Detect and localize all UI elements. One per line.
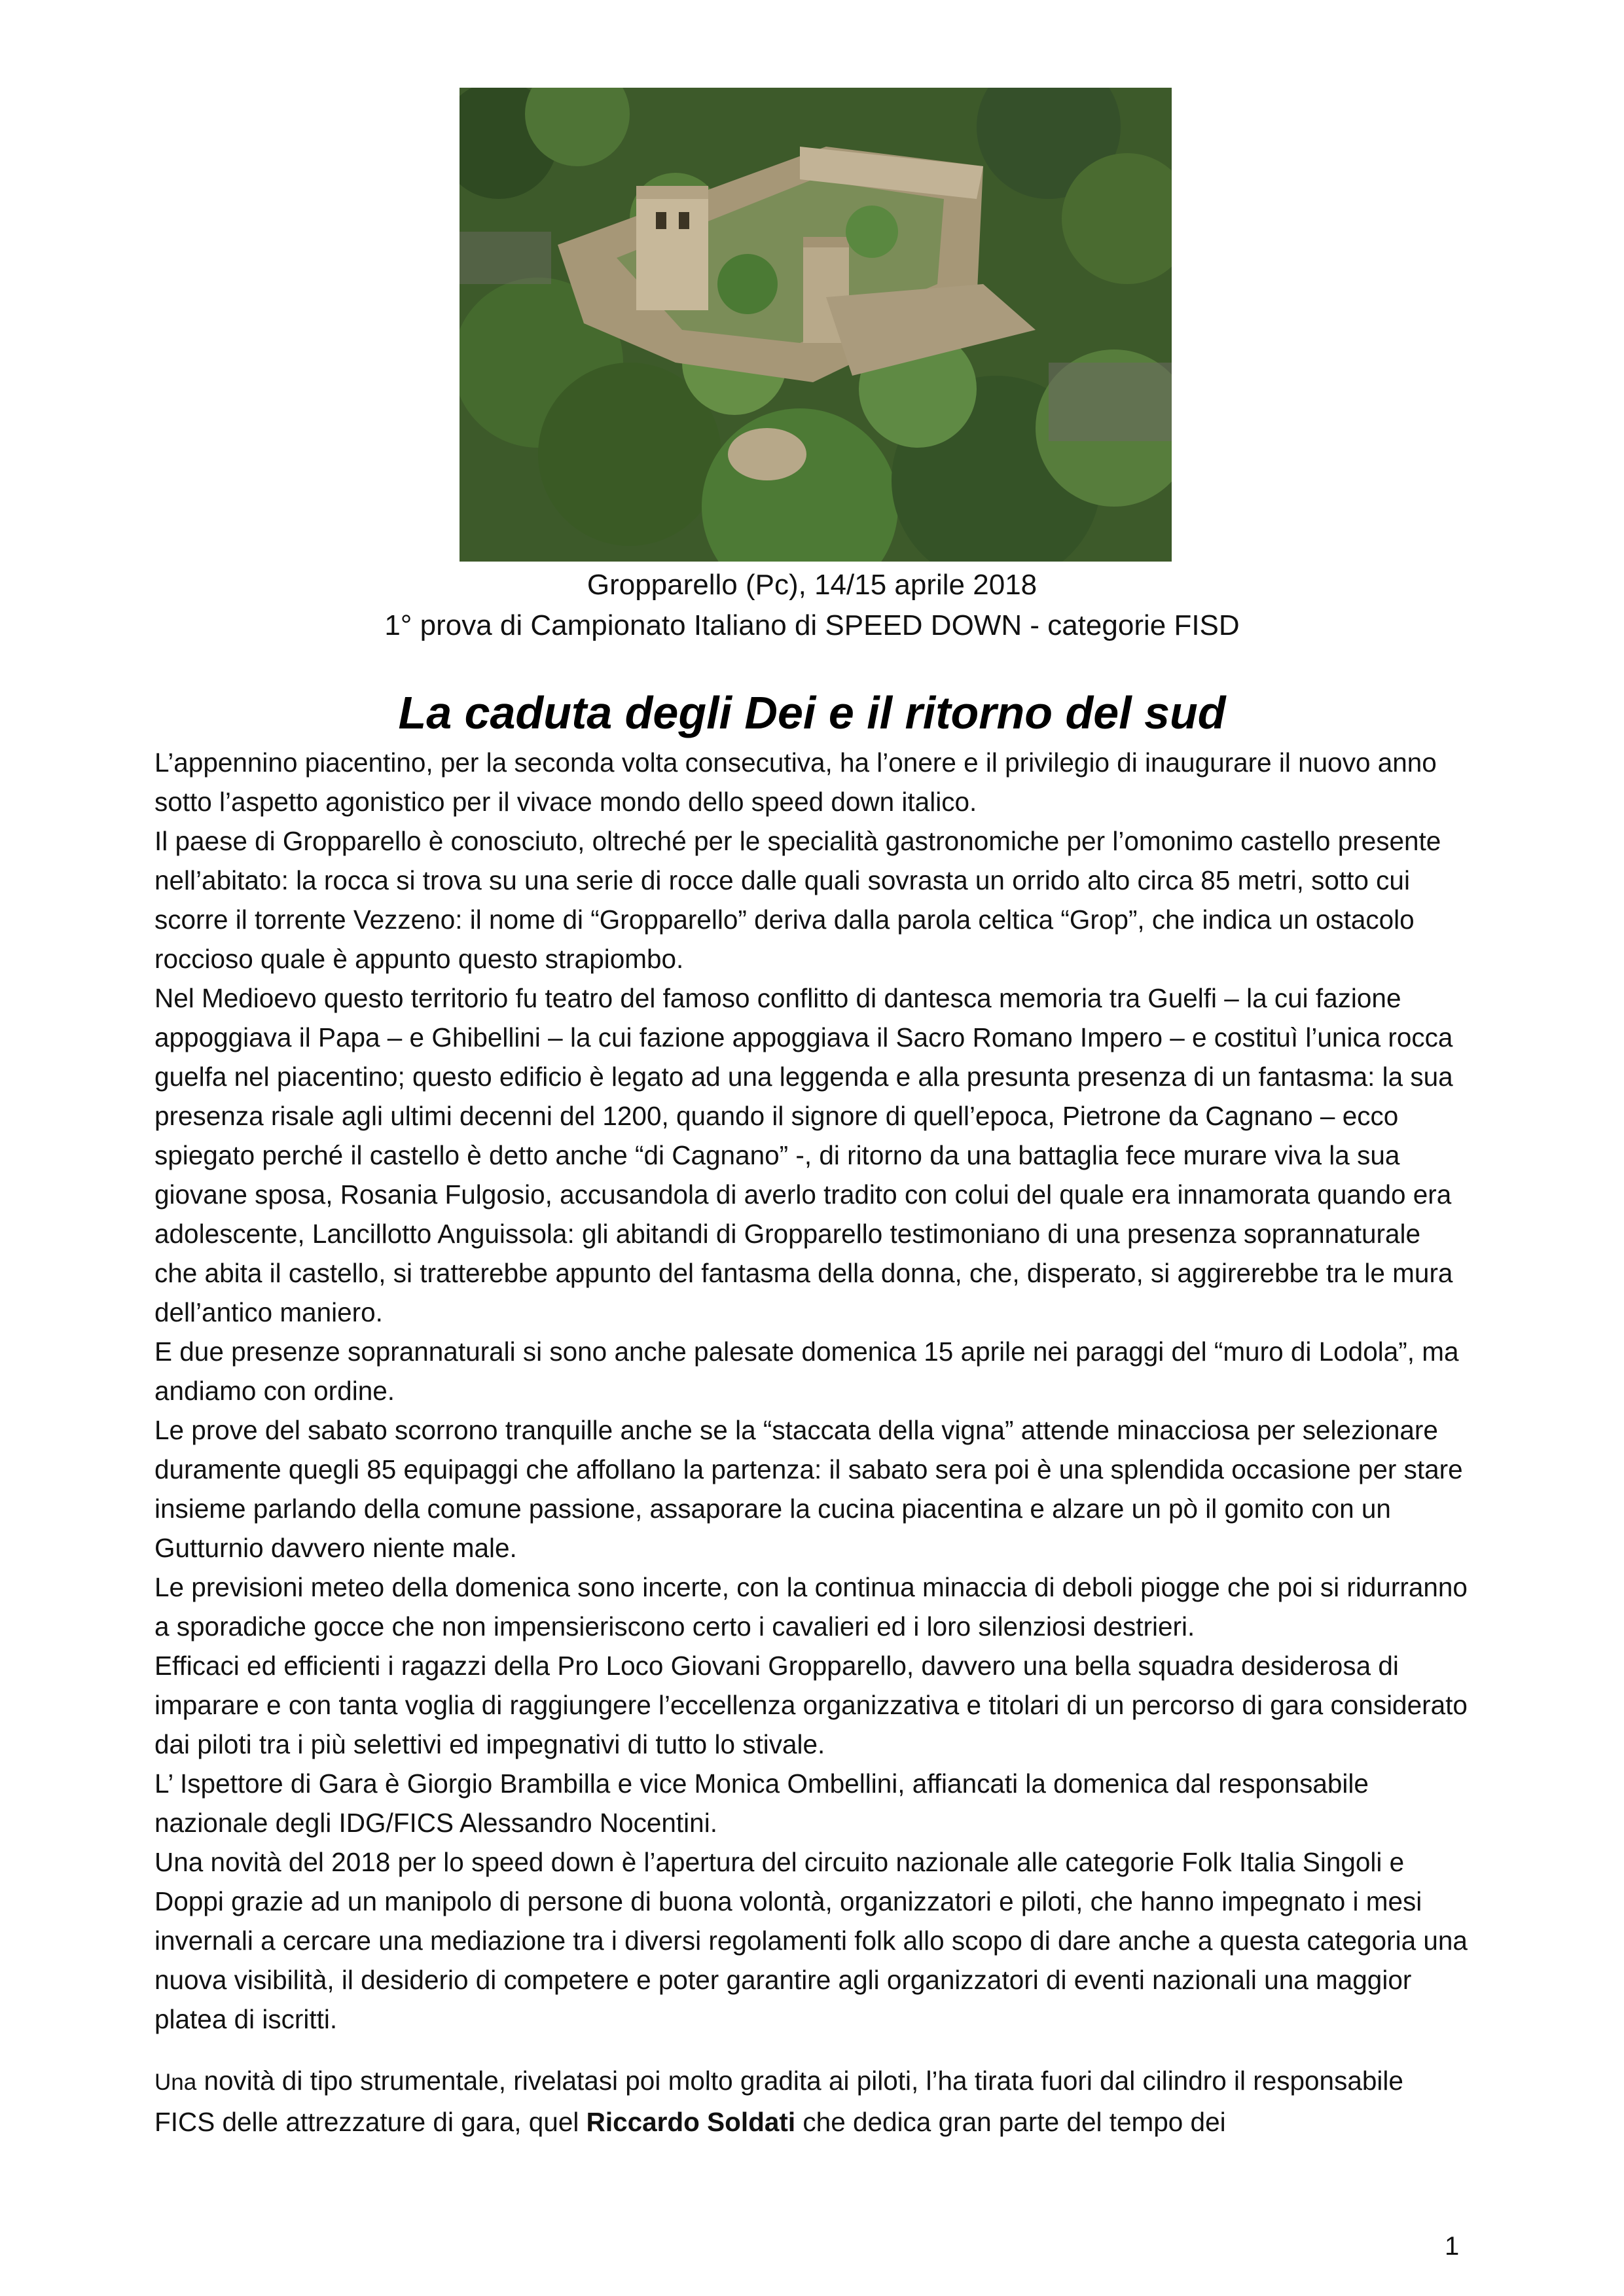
paragraph: L’appennino piacentino, per la seconda volta consecutiva, ha l’onere e il privilegio di inaugurare il nuovo anno sotto l’aspetto agonistico per il vivace mondo dello speed down italico.	[154, 747, 1437, 817]
paragraph-first-word: Una	[154, 2070, 197, 2095]
paragraph-last	[154, 2061, 1470, 2142]
paragraph: Le previsioni meteo della domenica sono incerte, con la continua minaccia di deboli piogge che poi si ridurranno a sporadiche gocce che non impensieriscono certo i cavalieri ed i loro silenziosi destrieri.	[154, 1572, 1468, 1641]
paragraph: Le prove del sabato scorrono tranquille anche se la “staccata della vigna” attende minacciosa per selezionare duramente quegli 85 equipaggi che affollano la partenza: il sabato sera poi è una splendida occasione per stare insieme parlando della comune passione, assaporare la cucina piacentina e alzare un pò il gomito con un Gutturnio davvero niente male.	[154, 1415, 1463, 1563]
paragraph: Nel Medioevo questo territorio fu teatro del famoso conflitto di dantesca memoria tra Guelfi – la cui fazione appoggiava il Papa – e Ghibellini – la cui fazione appoggiava il Sacro Romano Impero – e costituì l’unica rocca guelfa nel piacentino; questo edificio è legato ad una leggenda e alla presunta presenza di un fantasma: la sua presenza risale agli ultimi decenni del 1200, quando il signore di quell’epoca, Pietrone da Cagnano – ecco spiegato perché il castello è detto anche “di Cagnano” -, di ritorno da una battaglia fece murare viva la sua giovane sposa, Rosania Fulgosio, accusandola di averlo tradito con colui del quale era innamorata quando era adolescente, Lancillotto Anguissola: gli abitandi di Gropparello testimoniano di una presenza soprannaturale che abita il castello, si tratterebbe appunto del fantasma della donna, che, disperato, si aggirerebbe tra le mura dell’antico maniero.	[154, 983, 1453, 1327]
page-number: 1	[1445, 2232, 1460, 2261]
article-body	[154, 743, 1470, 2142]
caption-location-date: Gropparello (Pc), 14/15 aprile 2018	[586, 569, 1038, 601]
paragraph: L’ Ispettore di Gara è Giorgio Brambilla e vice Monica Ombellini, affiancati la domenica dal responsabile nazionale degli IDG/FICS Alessandro Nocentini.	[154, 1768, 1369, 1838]
paragraph: Una novità del 2018 per lo speed down è l’apertura del circuito nazionale alle categorie Folk Italia Singoli e Doppi grazie ad un manipolo di persone di buona volontà, organizzatori e piloti, che hanno impegnato i mesi invernali a cercare una mediazione tra i diversi regolamenti folk allo scopo di dare anche a questa categoria una nuova visibilità, il desiderio di competere e poter garantire agli organizzatori di eventi nazionali una maggior platea di iscritti.	[154, 1847, 1468, 2034]
article-title: La caduta degli Dei e il ritorno del sud	[398, 687, 1226, 738]
paragraph: Efficaci ed efficienti i ragazzi della Pro Loco Giovani Gropparello, davvero una bella squadra desiderosa di imparare e con tanta voglia di raggiungere l’eccellenza organizzativa e titolari di un percorso di gara considerato dai piloti tra i più selettivi ed impegnativi di tutto lo stivale.	[154, 1651, 1468, 1759]
castle-aerial-photo	[460, 88, 1172, 562]
paragraph: Il paese di Gropparello è conosciuto, oltreché per le specialità gastronomiche per l’omonimo castello presente nell’abitato: la rocca si trova su una serie di rocce dalle quali sovrasta un orrido alto circa 85 metri, sotto cui scorre il torrente Vezzeno: il nome di “Gropparello” deriva dalla parola celtica “Grop”, che indica un ostacolo roccioso quale è appunto questo strapiombo.	[154, 826, 1441, 974]
caption-event: 1° prova di Campionato Italiano di SPEED DOWN - categorie FISD	[384, 609, 1240, 641]
paragraph-text: che dedica gran parte del tempo dei	[795, 2107, 1226, 2137]
paragraph-text: novità di tipo strumentale, rivelatasi poi molto gradita ai piloti, l’ha tirata fuori dal cilindro il responsabile FICS delle attrezzature di gara, quel	[154, 2066, 1403, 2137]
paragraph: E due presenze soprannaturali si sono anche palesate domenica 15 aprile nei paraggi del “muro di Lodola”, ma andiamo con ordine.	[154, 1336, 1459, 1406]
person-name-bold: Riccardo Soldati	[586, 2107, 796, 2137]
